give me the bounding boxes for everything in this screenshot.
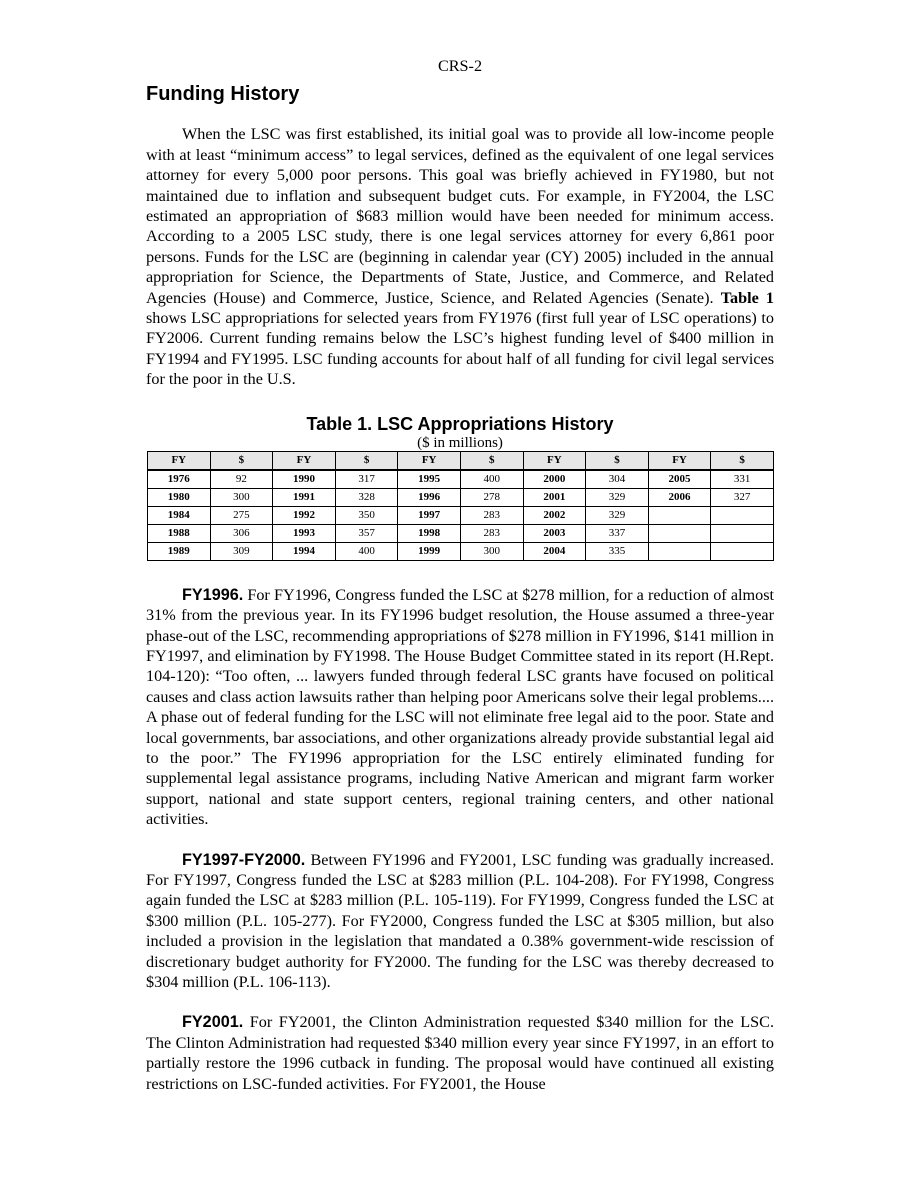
- amount-cell: 92: [210, 470, 273, 489]
- fy-cell: 1989: [148, 542, 211, 560]
- fy-cell: 1980: [148, 488, 211, 506]
- fy1997-2000-text: Between FY1996 and FY2001, LSC funding was gradually increased. For FY1997, Congress funded the LSC at $283 million (P.L. 104-208). For FY1998, Congress again funded the LSC at $283 million (P.L. 105-119). For FY1999, Congress funded the LSC at $300 million (P.L. 105-277). For FY2000, Congress funded the LSC at $305 million, but also included a provision in the legislation that mandated a 0.38% government-wide rescission of discretionary budget authority for FY2000. The funding for the LSC was thereby decreased to $304 million (P.L. 106-113).: [146, 850, 774, 991]
- fy2001-text: For FY2001, the Clinton Administration requested $340 million for the LSC. The Clinton Administration had requested $340 million every year since FY1997, in an effort to partially restore the 1996 cutback in funding. The proposal would have continued all existing restrictions on LSC-funded activities. For FY2001, the House: [146, 1013, 774, 1093]
- amount-cell: [711, 542, 774, 560]
- header-cell-fy: FY: [273, 451, 336, 470]
- fy-cell: 2003: [523, 524, 586, 542]
- fy-cell: 1990: [273, 470, 336, 489]
- intro-paragraph: [146, 124, 774, 389]
- page-number: CRS-2: [437, 57, 483, 75]
- table-row: [148, 524, 774, 542]
- header-cell-amount: $: [210, 451, 273, 470]
- amount-cell: [711, 524, 774, 542]
- fy-cell: 1993: [273, 524, 336, 542]
- amount-cell: 300: [460, 542, 523, 560]
- table-title: Table 1. LSC Appropriations History: [306, 413, 614, 434]
- intro-text-start: When the LSC was first established, its initial goal was to provide all low-income people with at least “minimum access” to legal services, defined as the equivalent of one legal services attorney for every 5,000 poor persons. This goal was briefly achieved in FY1980, but not maintained due to inflation and subsequent budget cuts. For example, in FY2004, the LSC estimated an appropriation of $683 million would have been needed for minimum access. According to a 2005 LSC study, there is one legal services attorney for every 6,861 poor persons. Funds for the LSC are (beginning in calendar year (CY) 2005) included in the annual appropriation for Science, the Departments of State, Justice, and Commerce, and Related Agencies (House) and Commerce, Justice, Science, and Related Agencies (Senate).: [146, 125, 774, 307]
- fy1997-2000-heading: FY1997-FY2000.: [182, 850, 306, 869]
- fy-cell: 1994: [273, 542, 336, 560]
- amount-cell: 278: [460, 488, 523, 506]
- fy-cell: 1992: [273, 506, 336, 524]
- document-page: [146, 56, 774, 1094]
- amount-cell: 329: [586, 488, 649, 506]
- fy-cell: 1984: [148, 506, 211, 524]
- fy-cell: 2000: [523, 470, 586, 489]
- table-reference: Table 1: [720, 288, 774, 307]
- table-row: [148, 542, 774, 560]
- fy-cell: 2005: [648, 470, 711, 489]
- header-cell-fy: FY: [648, 451, 711, 470]
- header-cell-fy: FY: [148, 451, 211, 470]
- header-cell-amount: $: [586, 451, 649, 470]
- fy-cell: 1991: [273, 488, 336, 506]
- amount-cell: [711, 506, 774, 524]
- header-cell-amount: $: [335, 451, 398, 470]
- fy2001-heading: FY2001.: [182, 1013, 244, 1032]
- fy-cell: 1999: [398, 542, 461, 560]
- fy-cell: [648, 542, 711, 560]
- fy-cell: 1997: [398, 506, 461, 524]
- fy-cell: 2001: [523, 488, 586, 506]
- table-row: [148, 506, 774, 524]
- appropriations-table: [147, 451, 774, 561]
- fy-cell: 1988: [148, 524, 211, 542]
- amount-cell: 357: [335, 524, 398, 542]
- amount-cell: 317: [335, 470, 398, 489]
- fy1997-2000-paragraph: [146, 850, 774, 993]
- header-cell-fy: FY: [398, 451, 461, 470]
- amount-cell: 400: [335, 542, 398, 560]
- fy-cell: [648, 506, 711, 524]
- table-subtitle: ($ in millions): [417, 434, 503, 451]
- fy2001-paragraph: [146, 1012, 774, 1094]
- amount-cell: 309: [210, 542, 273, 560]
- fy-cell: 2004: [523, 542, 586, 560]
- header-cell-amount: $: [711, 451, 774, 470]
- amount-cell: 350: [335, 506, 398, 524]
- amount-cell: 331: [711, 470, 774, 489]
- intro-text-end: shows LSC appropriations for selected years from FY1976 (first full year of LSC operations) to FY2006. Current funding remains below the LSC’s highest funding level of $400 million in FY1994 and FY1995. LSC funding accounts for about half of all funding for civil legal services for the poor in the U.S.: [146, 309, 774, 389]
- amount-cell: 283: [460, 524, 523, 542]
- fy-cell: 2002: [523, 506, 586, 524]
- amount-cell: 275: [210, 506, 273, 524]
- section-title: Funding History: [146, 83, 300, 106]
- fy1996-text: For FY1996, Congress funded the LSC at $278 million, for a reduction of almost 31% from the previous year. In its FY1996 budget resolution, the House assumed a three-year phase-out of the LSC, recommending appropriations of $278 million in FY1996, $141 million in FY1997, and elimination by FY1998. The House Budget Committee stated in its report (H.Rept. 104-120): “Too often, ... lawyers funded through federal LSC grants have focused on political causes and class action lawsuits rather than helping poor Americans solve their legal problems.... A phase out of federal funding for the LSC will not eliminate free legal aid to the poor. State and local governments, bar associations, and other organizations already provide substantial legal aid to the poor.” The FY1996 appropriation for the LSC entirely eliminated funding for supplemental legal assistance programs, including Native American and migrant farm worker support, national and state support centers, regional training centers, and other national activities.: [146, 585, 774, 829]
- table-row: [148, 470, 774, 489]
- fy-cell: 1976: [148, 470, 211, 489]
- amount-cell: 306: [210, 524, 273, 542]
- amount-cell: 328: [335, 488, 398, 506]
- fy-cell: 1998: [398, 524, 461, 542]
- amount-cell: 300: [210, 488, 273, 506]
- header-cell-amount: $: [460, 451, 523, 470]
- amount-cell: 327: [711, 488, 774, 506]
- fy-cell: 1995: [398, 470, 461, 489]
- header-cell-fy: FY: [523, 451, 586, 470]
- fy1996-heading: FY1996.: [182, 585, 244, 604]
- fy1996-paragraph: [146, 585, 774, 830]
- table-header-row: [148, 451, 774, 470]
- table-row: [148, 488, 774, 506]
- amount-cell: 400: [460, 470, 523, 489]
- fy-cell: 2006: [648, 488, 711, 506]
- amount-cell: 283: [460, 506, 523, 524]
- fy-cell: 1996: [398, 488, 461, 506]
- amount-cell: 335: [586, 542, 649, 560]
- amount-cell: 337: [586, 524, 649, 542]
- amount-cell: 304: [586, 470, 649, 489]
- amount-cell: 329: [586, 506, 649, 524]
- fy-cell: [648, 524, 711, 542]
